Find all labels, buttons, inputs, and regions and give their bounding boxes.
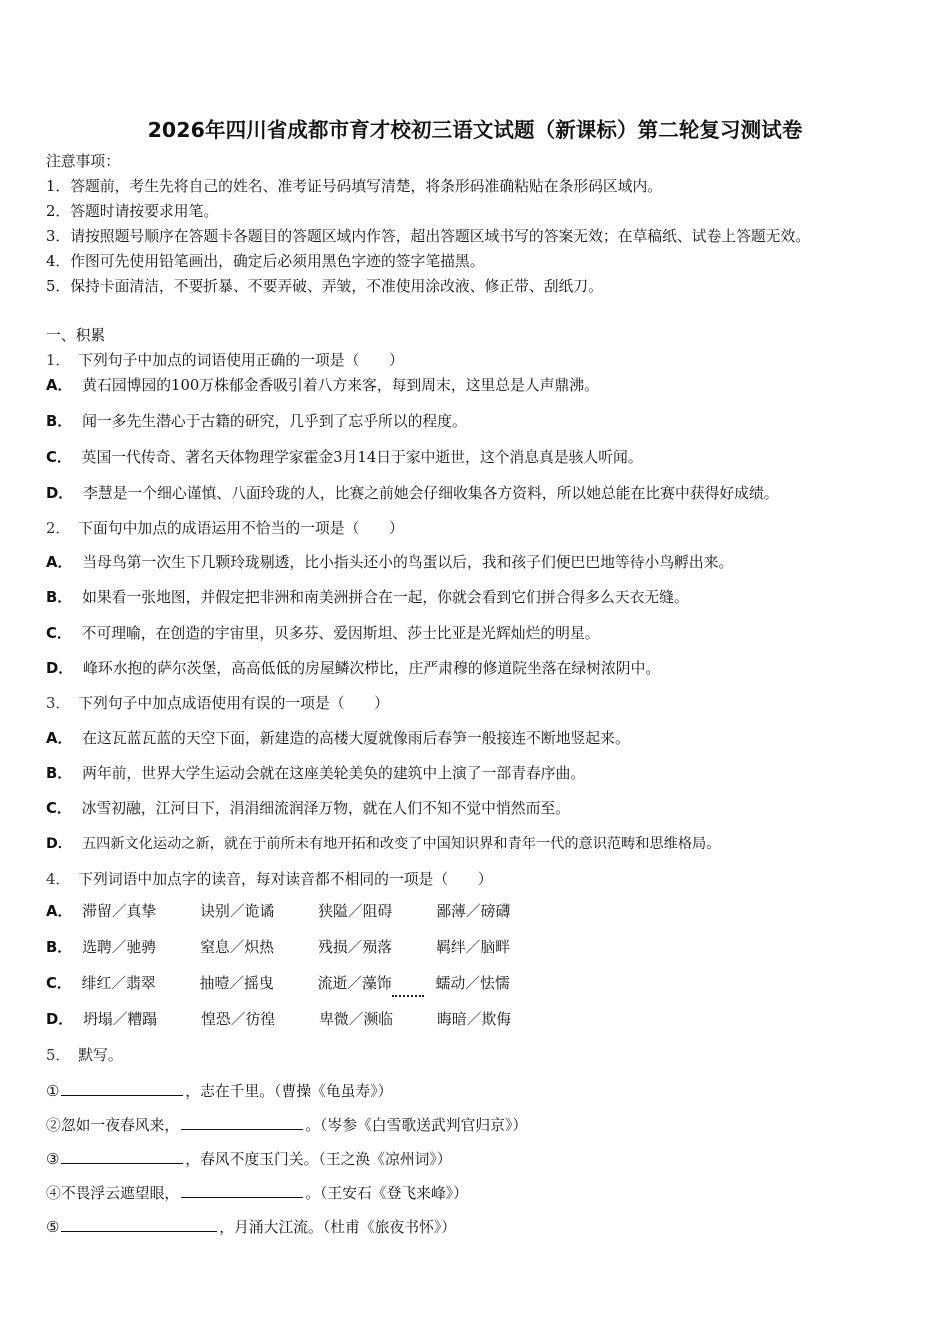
q1-option-c <box>46 448 643 468</box>
item-marker: ② <box>46 1117 61 1134</box>
note-item: 5．保持卡面清洁，不要折暴、不要弄破、弄皱，不准使用涂改液、修正带、刮纸刀。 <box>46 278 603 295</box>
option-label: A． <box>46 903 73 920</box>
option-text: 两年前，世界大学生运动会就在这座美轮美奂的建筑中上演了一部青春序曲。 <box>82 765 586 782</box>
question-number: 5． <box>46 1047 71 1064</box>
q3-option-c <box>46 799 570 819</box>
q4-option-a <box>46 902 556 922</box>
word-pair: 残损／殒落 <box>318 939 393 956</box>
word-pair: 晦暗／欺侮 <box>437 1011 512 1028</box>
q1-option-a <box>46 376 599 396</box>
q3-option-a <box>46 729 630 749</box>
item-marker: ⑤ <box>46 1219 60 1236</box>
q4-option-c <box>46 974 556 994</box>
word-pair: 羁绊／脑畔 <box>436 939 511 956</box>
word-pair: 滞留／真挚 <box>82 903 157 920</box>
option-label: C． <box>46 975 72 992</box>
option-text: 冰雪初融，江河日下，涓涓细流润泽万物，就在人们不知不觉中悄然而至。 <box>81 800 570 817</box>
item-marker: ④ <box>46 1185 61 1202</box>
question-number: 1． <box>46 352 71 369</box>
option-label: A． <box>46 730 73 747</box>
q3-option-b <box>46 764 585 784</box>
item-text: 忽如一夜春风来， <box>60 1117 180 1134</box>
note-item: 3．请按照题号顺序在答题卡各题目的答题区域内作答，超出答题区域书写的答案无效；在草稿纸、试卷上答题无效。 <box>46 228 811 245</box>
word-pair: 狭隘／阻碍 <box>318 903 393 920</box>
question-number: 3． <box>46 695 71 712</box>
word-pair: 诀别／诡谲 <box>200 903 275 920</box>
q2-option-b <box>46 588 689 608</box>
q2-option-a <box>46 553 733 573</box>
note-item: 2．答题时请按要求用笔。 <box>46 203 219 220</box>
answer-blank[interactable] <box>61 1148 183 1164</box>
option-text: 如果看一张地图，并假定把非洲和南美洲拼合在一起，你就会看到它们拼合得多么天衣无缝。 <box>82 589 689 606</box>
option-text: 英国一代传奇、著名天体物理学家霍金3月14日于家中逝世，这个消息真是骇人听闻。 <box>81 449 643 466</box>
notes-heading: 注意事项： <box>46 153 120 170</box>
option-label: C． <box>46 449 72 466</box>
option-label: B． <box>46 765 73 782</box>
item-text: ，月涌大江流。（杜甫《旅夜书怀》） <box>219 1219 457 1236</box>
note-item: 1．答题前，考生先将自己的姓名、准考证号码填写清楚，将条形码准确粘贴在条形码区域内。 <box>46 178 663 195</box>
item-text: ，春风不度玉门关。（王之涣《凉州词》） <box>185 1151 452 1168</box>
word-pair: 流逝／藻饰 <box>317 975 392 992</box>
word-pair: 绯红／翡翠 <box>81 975 156 992</box>
dictation-item <box>46 1114 527 1136</box>
q1-option-b <box>46 412 467 432</box>
q2-option-c <box>46 624 600 644</box>
question-stem: 下列句子中加点的词语使用正确的一项是（ ） <box>78 352 404 369</box>
q3-option-d <box>46 834 720 854</box>
word-pair: 抽噎／摇曳 <box>199 975 274 992</box>
option-label: B． <box>46 589 73 606</box>
q1-option-d <box>46 484 779 504</box>
question-stem: 下面句中加点的成语运用不恰当的一项是（ ） <box>78 520 404 537</box>
word-pair: 选聘／驰骋 <box>82 939 157 956</box>
question-3 <box>46 694 389 714</box>
option-label: D． <box>46 836 72 852</box>
item-marker: ① <box>46 1083 60 1100</box>
question-stem: 下列句子中加点成语使用有误的一项是（ ） <box>78 695 389 712</box>
word-pair: 坍塌／糟蹋 <box>83 1011 158 1028</box>
word-pair: 蠕动／怯懦 <box>435 975 510 992</box>
q4-option-d <box>46 1010 557 1030</box>
item-text: 。（岑参《白雪歌送武判官归京》） <box>305 1117 528 1134</box>
q4-option-b <box>46 938 556 958</box>
option-label: C． <box>46 625 72 642</box>
question-stem: 下列词语中加点字的读音，每对读音都不相同的一项是（ ） <box>78 871 493 888</box>
question-4 <box>46 870 493 890</box>
option-text: 闻一多先生潜心于古籍的研究，几乎到了忘乎所以的程度。 <box>82 413 467 430</box>
option-text: 当母鸟第一次生下几颗玲珑剔透，比小指头还小的鸟蛋以后，我和孩子们便巴巴地等待小鸟孵出来。 <box>82 554 734 571</box>
answer-blank[interactable] <box>61 1080 183 1096</box>
option-label: A． <box>46 377 73 394</box>
option-text: 黄石园博园的100万株郁金香吸引着八方来客，每到周末，这里总是人声鼎沸。 <box>82 377 599 394</box>
option-label: C． <box>46 800 72 817</box>
page-title: 2026年四川省成都市育才校初三语文试题（新课标）第二轮复习测试卷 <box>147 118 803 142</box>
item-text: 。（王安石《登飞来峰》） <box>305 1185 468 1202</box>
option-text: 在这瓦蓝瓦蓝的天空下面，新建造的高楼大厦就像雨后春笋一般接连不断地竖起来。 <box>82 730 630 747</box>
word-pair: 窒息／炽热 <box>200 939 275 956</box>
option-label: B． <box>46 939 73 956</box>
dictation-item <box>46 1216 456 1238</box>
q2-option-d <box>46 659 660 679</box>
word-pair: 惶恐／彷徨 <box>201 1011 276 1028</box>
item-text: 不畏浮云遮望眼， <box>60 1185 180 1202</box>
word-pair: 鄙薄／磅礴 <box>436 903 511 920</box>
dictation-item <box>46 1080 392 1102</box>
word-pair: 卑微／濒临 <box>319 1011 394 1028</box>
answer-blank[interactable] <box>181 1182 303 1198</box>
question-1 <box>46 351 404 371</box>
option-label: D． <box>46 1011 74 1028</box>
section-heading: 一、积累 <box>46 327 106 344</box>
item-marker: ③ <box>46 1151 60 1168</box>
question-number: 4． <box>46 871 71 888</box>
option-label: A． <box>46 554 73 571</box>
option-label: D． <box>46 660 74 677</box>
note-item: 4．作图可先使用铅笔画出，确定后必须用黑色字迹的签字笔描黑。 <box>46 253 485 270</box>
option-text: 不可理喻，在创造的宇宙里，贝多芬、爱因斯坦、莎士比亚是光辉灿烂的明星。 <box>81 625 600 642</box>
dictation-item <box>46 1182 468 1204</box>
dictation-item <box>46 1148 452 1170</box>
question-stem: 默写。 <box>78 1047 123 1064</box>
question-5 <box>46 1046 123 1066</box>
option-label: D． <box>46 485 74 502</box>
option-text: 五四新文化运动之新，就在于前所未有地开拓和改变了中国知识界和青年一代的意识范畴和思维格局。 <box>81 836 721 852</box>
question-2 <box>46 519 404 539</box>
question-number: 2． <box>46 520 71 537</box>
answer-blank[interactable] <box>61 1216 217 1232</box>
option-text: 李慧是一个细心谨慎、八面玲珑的人，比赛之前她会仔细收集各方资料，所以她总能在比赛中获得好成绩。 <box>83 485 779 502</box>
option-text: 峰环水抱的萨尔茨堡，高高低低的房屋鳞次栉比，庄严肃穆的修道院坐落在绿树浓阴中。 <box>83 660 661 677</box>
answer-blank[interactable] <box>181 1114 303 1130</box>
option-label: B． <box>46 413 73 430</box>
item-text: ，志在千里。（曹操《龟虽寿》） <box>185 1083 393 1100</box>
emphasis-dots <box>392 993 424 997</box>
